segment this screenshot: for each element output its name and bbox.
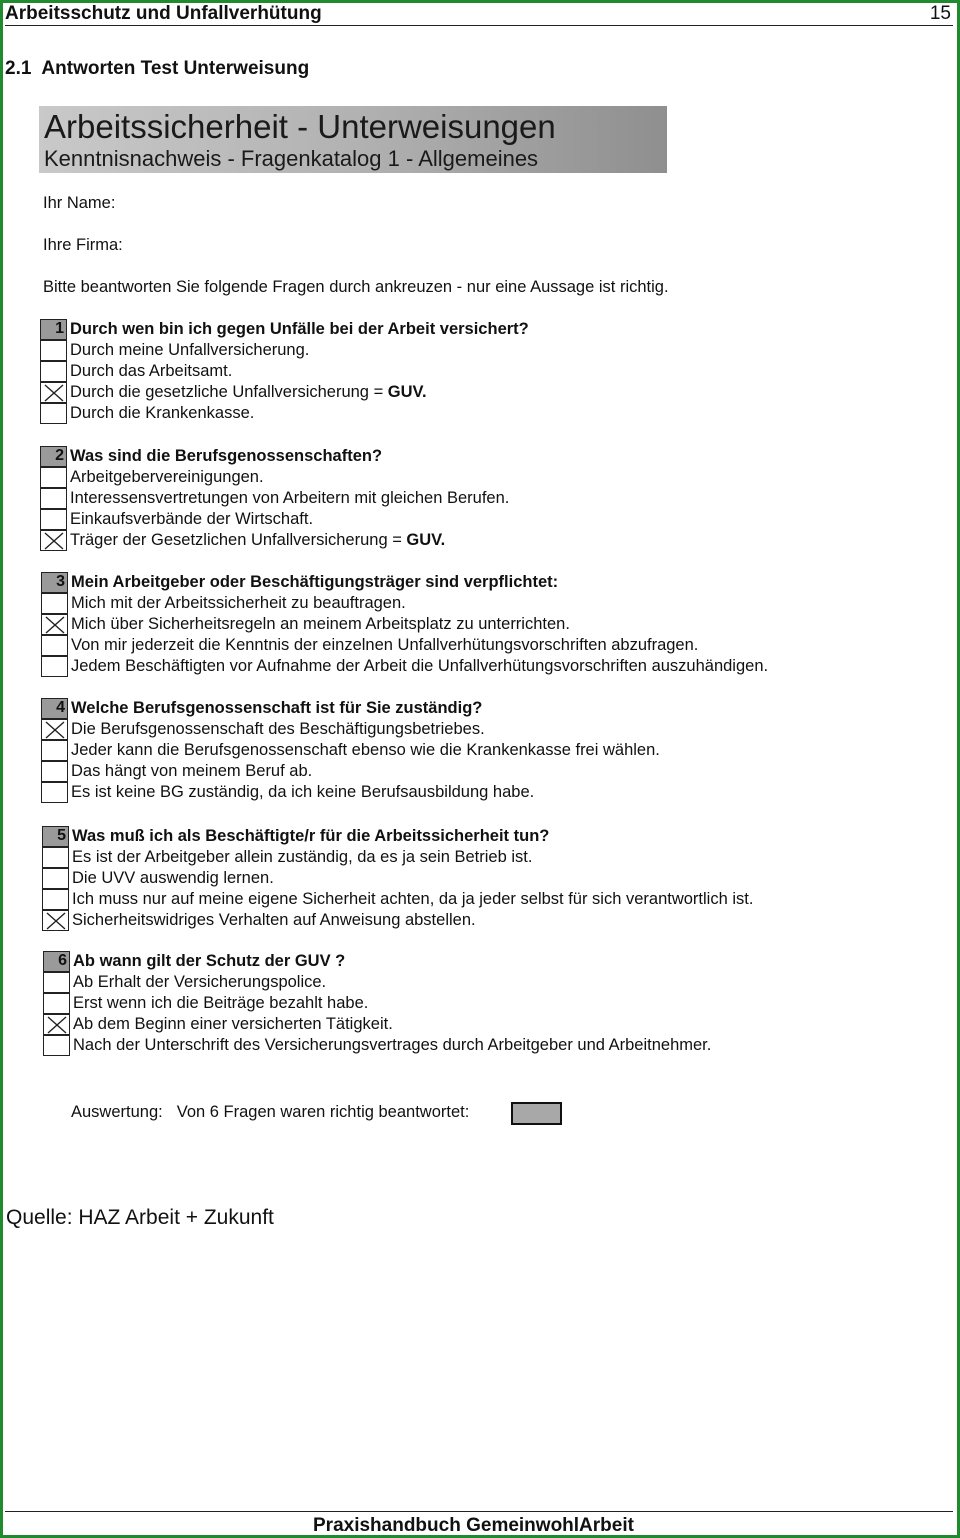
checkbox[interactable] (40, 509, 67, 530)
answer-text (73, 1014, 393, 1035)
evaluation-line (71, 1103, 469, 1122)
answer-text (70, 340, 309, 361)
checkbox[interactable] (42, 847, 69, 868)
answer-label: Sicherheitswidriges Verhalten auf Anweisung abstellen. (72, 911, 476, 929)
answer-text (72, 910, 476, 931)
question-text: Welche Berufsgenossenschaft ist für Sie zuständig? (71, 699, 483, 717)
answer-text (70, 488, 509, 509)
checked-checkbox[interactable] (42, 910, 69, 931)
question-number: 5 (42, 826, 69, 847)
answer-label: Ab Erhalt der Versicherungspolice. (73, 973, 327, 991)
answer-label: Durch die Krankenkasse. (70, 404, 255, 422)
company-label: Ihre Firma: (43, 236, 123, 254)
banner-subtitle: Kenntnisnachweis - Fragenkatalog 1 - Allgemeines (44, 146, 539, 171)
evaluation-text: Von 6 Fragen waren richtig beantwortet: (176, 1103, 470, 1121)
answer-label: Jeder kann die Berufsgenossenschaft ebenso wie die Krankenkasse frei wählen. (71, 741, 660, 759)
answer-label: Ab dem Beginn einer versicherten Tätigkeit. (73, 1015, 393, 1033)
checkbox[interactable] (40, 403, 67, 424)
answer-label: Es ist der Arbeitgeber allein zuständig, da es ja sein Betrieb ist. (72, 848, 533, 866)
cross-mark-icon (46, 1016, 68, 1034)
answer-label: Erst wenn ich die Beiträge bezahlt habe. (73, 994, 369, 1012)
checkbox[interactable] (41, 656, 68, 677)
checkbox[interactable] (40, 467, 67, 488)
test-banner (39, 106, 667, 173)
question-text: Durch wen bin ich gegen Unfälle bei der Arbeit versichert? (70, 320, 529, 338)
question-text: Ab wann gilt der Schutz der GUV ? (73, 952, 346, 970)
answer-text (70, 509, 313, 530)
answer-text (71, 740, 660, 761)
question-number: 3 (41, 572, 68, 593)
checked-checkbox[interactable] (43, 1014, 70, 1035)
checkbox[interactable] (43, 993, 70, 1014)
checked-checkbox[interactable] (41, 719, 68, 740)
answer-text (71, 761, 312, 782)
answer-text (71, 782, 534, 803)
cross-mark-icon (45, 912, 67, 930)
answer-label: Jedem Beschäftigten vor Aufnahme der Arbeit die Unfallverhütungsvorschriften auszuhändigen. (71, 657, 769, 675)
answer-text (73, 972, 326, 993)
cross-mark-icon (43, 384, 65, 402)
answer-text (71, 593, 406, 614)
answer-text (71, 719, 485, 740)
question-number: 1 (40, 319, 67, 340)
answer-label: Interessensvertretungen von Arbeitern mit gleichen Berufen. (70, 489, 510, 507)
answer-label: Einkaufsverbände der Wirtschaft. (70, 510, 314, 528)
answer-emphasis: GUV. (387, 383, 427, 401)
cross-mark-icon (44, 721, 66, 739)
cross-mark-icon (43, 532, 65, 550)
answer-text (72, 868, 274, 889)
answer-emphasis: GUV. (406, 531, 446, 549)
section-title: Antworten Test Unterweisung (41, 58, 310, 79)
checkbox[interactable] (43, 972, 70, 993)
checked-checkbox[interactable] (40, 530, 67, 551)
answer-text (70, 467, 264, 488)
checkbox[interactable] (40, 340, 67, 361)
answer-text (70, 382, 427, 403)
answer-label: Durch meine Unfallversicherung. (70, 341, 310, 359)
name-label: Ihr Name: (43, 194, 116, 212)
answer-text (70, 403, 254, 424)
checkbox[interactable] (41, 593, 68, 614)
question-number: 6 (43, 951, 70, 972)
answer-text (71, 656, 768, 677)
answer-label: Die UVV auswendig lernen. (72, 869, 274, 887)
answer-text (71, 614, 570, 635)
answer-text (72, 847, 532, 868)
section-number: 2.1 (5, 58, 32, 79)
page-number: 15 (929, 3, 951, 24)
page-footer (5, 1511, 953, 1535)
cross-mark-icon (44, 616, 66, 634)
checkbox[interactable] (41, 761, 68, 782)
answer-label: Mich mit der Arbeitssicherheit zu beauftragen. (71, 594, 406, 612)
answer-text (73, 993, 368, 1014)
answer-text (71, 635, 698, 656)
score-box (511, 1102, 562, 1125)
checkbox[interactable] (42, 889, 69, 910)
banner-title: Arbeitssicherheit - Unterweisungen (44, 108, 556, 145)
answer-label: Das hängt von meinem Beruf ab. (71, 762, 313, 780)
evaluation-label: Auswertung: (71, 1103, 163, 1121)
answer-label: Die Berufsgenossenschaft des Beschäftigungsbetriebes. (71, 720, 485, 738)
answer-text (72, 889, 753, 910)
answer-label: Durch die gesetzliche Unfallversicherung = (70, 383, 388, 401)
checked-checkbox[interactable] (41, 614, 68, 635)
answer-text (73, 1035, 711, 1056)
question-text: Was sind die Berufsgenossenschaften? (70, 447, 383, 465)
source-note: Quelle: HAZ Arbeit + Zukunft (6, 1206, 274, 1229)
question-text: Mein Arbeitgeber oder Beschäftigungsträger sind verpflichtet: (71, 573, 559, 591)
header-title: Arbeitsschutz und Unfallverhütung (5, 3, 322, 24)
footer-text: Praxishandbuch GemeinwohlArbeit (313, 1515, 634, 1536)
checkbox[interactable] (40, 488, 67, 509)
checkbox[interactable] (41, 740, 68, 761)
answer-label: Ich muss nur auf meine eigene Sicherheit achten, da ja jeder selbst für sich verantwortlich ist. (72, 890, 754, 908)
answer-label: Träger der Gesetzlichen Unfallversicherung = (70, 531, 407, 549)
answer-label: Arbeitgebervereinigungen. (70, 468, 264, 486)
answer-label: Mich über Sicherheitsregeln an meinem Arbeitsplatz zu unterrichten. (71, 615, 570, 633)
question-number: 2 (40, 446, 67, 467)
checkbox[interactable] (40, 361, 67, 382)
checked-checkbox[interactable] (40, 382, 67, 403)
page-header (5, 3, 953, 26)
instruction-text: Bitte beantworten Sie folgende Fragen durch ankreuzen - nur eine Aussage ist richtig. (43, 278, 669, 296)
answer-label: Durch das Arbeitsamt. (70, 362, 233, 380)
checkbox[interactable] (41, 782, 68, 803)
section-heading (5, 58, 309, 80)
checkbox[interactable] (41, 635, 68, 656)
answer-text (70, 530, 445, 551)
answer-label: Von mir jederzeit die Kenntnis der einzelnen Unfallverhütungsvorschriften abzufragen. (71, 636, 699, 654)
question-number: 4 (41, 698, 68, 719)
checkbox[interactable] (43, 1035, 70, 1056)
checkbox[interactable] (42, 868, 69, 889)
answer-text (70, 361, 232, 382)
answer-label: Nach der Unterschrift des Versicherungsvertrages durch Arbeitgeber und Arbeitnehmer. (73, 1036, 712, 1054)
question-text: Was muß ich als Beschäftigte/r für die Arbeitssicherheit tun? (72, 827, 550, 845)
answer-label: Es ist keine BG zuständig, da ich keine Berufsausbildung habe. (71, 783, 535, 801)
